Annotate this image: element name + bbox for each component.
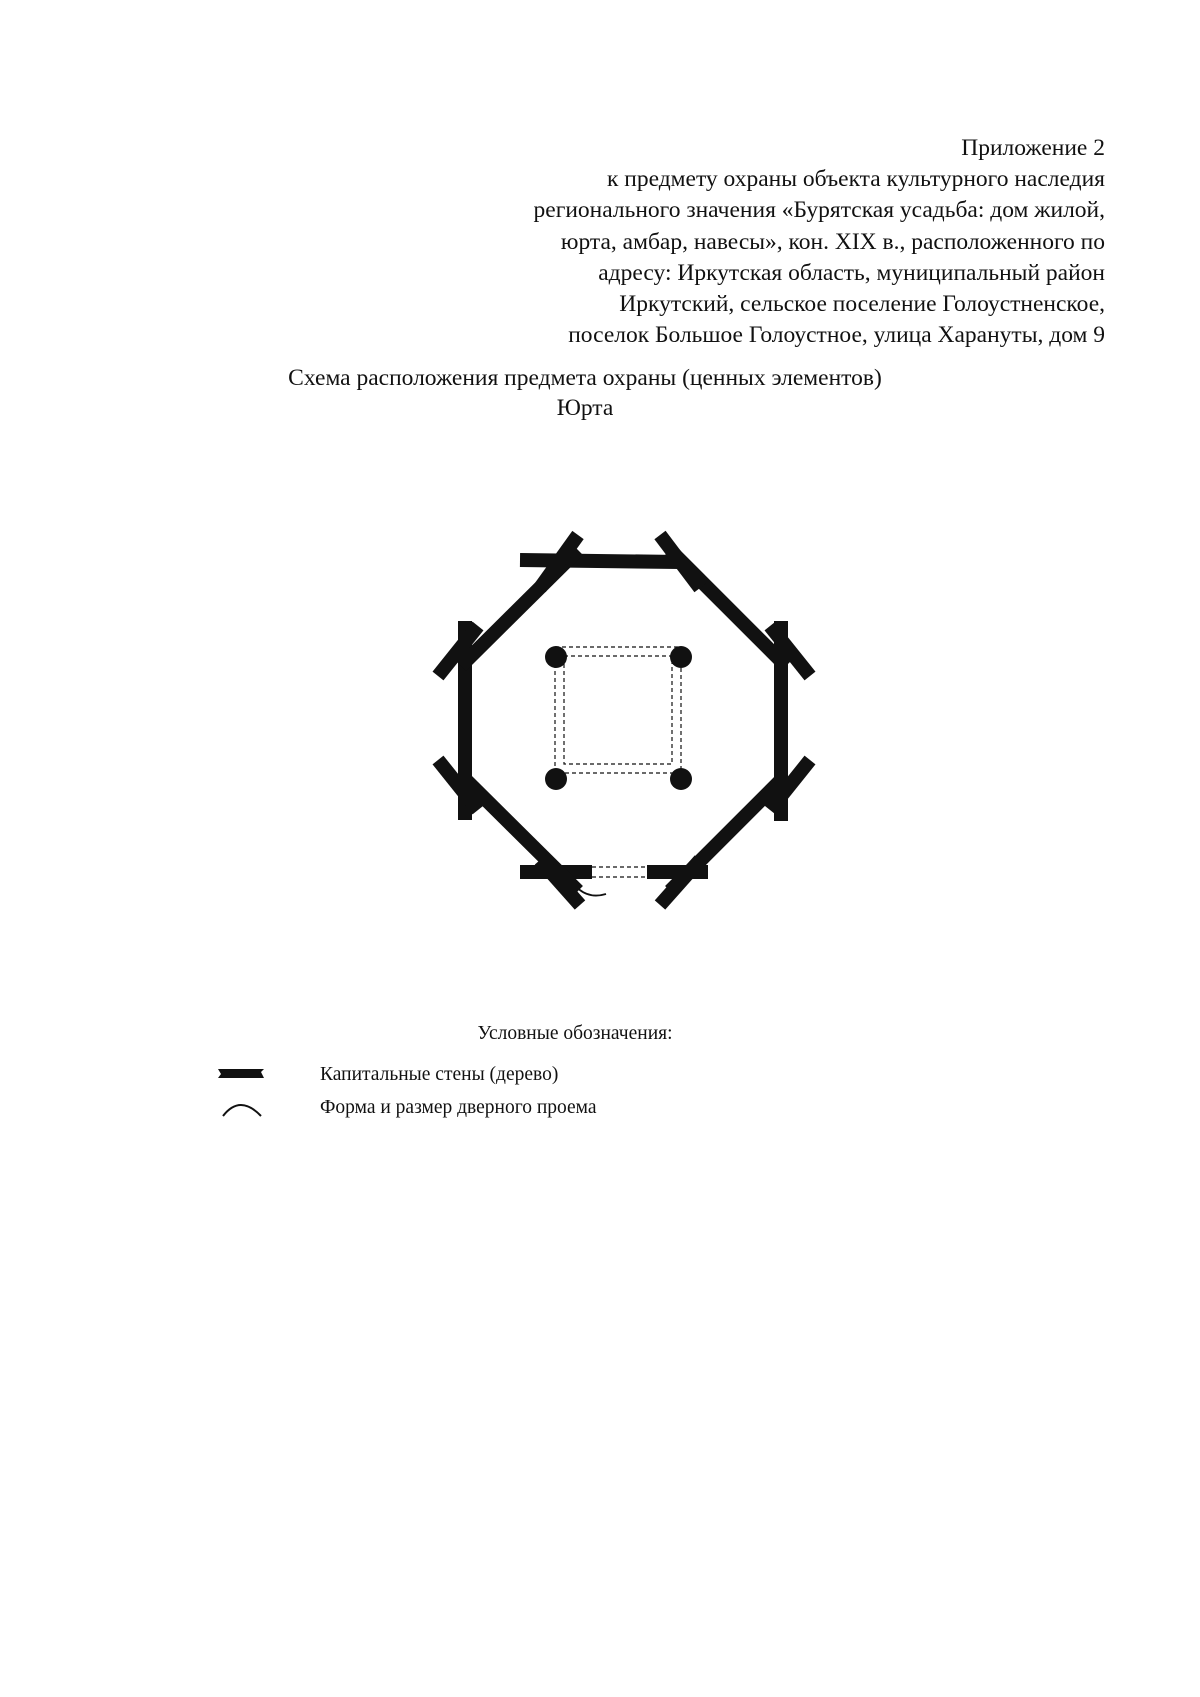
post-bottom-left xyxy=(545,768,567,790)
yurt-walls xyxy=(461,550,786,891)
scheme-object-name: Юрта xyxy=(556,395,614,421)
inner-dashed-square xyxy=(555,647,681,773)
scheme-title-main: Схема расположения предмета охраны (ценных элементов) xyxy=(288,365,882,391)
post-bottom-right xyxy=(670,768,692,790)
legend-item-door xyxy=(215,1092,915,1124)
appendix-description-line: поселок Большое Голоустное, улица Харануты, дом 9 xyxy=(568,322,1105,349)
post-top-right xyxy=(670,646,692,668)
post-top-left xyxy=(545,646,567,668)
appendix-description-line: регионального значения «Бурятская усадьба: дом жилой, xyxy=(533,197,1105,224)
dashed-square-outer xyxy=(555,647,681,773)
wall-top xyxy=(520,560,680,562)
appendix-description-line: к предмету охраны объекта культурного наследия xyxy=(606,166,1105,193)
door-arc-icon xyxy=(215,1092,267,1124)
posts xyxy=(545,646,692,790)
appendix-description-line: адресу: Иркутская область, муниципальный район xyxy=(598,259,1105,286)
legend-label-door: Форма и размер дверного проема xyxy=(320,1097,597,1118)
legend-heading: Условные обозначения: xyxy=(477,1023,673,1044)
legend-label-walls: Капитальные стены (дерево) xyxy=(320,1064,559,1085)
appendix-description-line: юрта, амбар, навесы», кон. XIX в., расположенного по xyxy=(560,228,1105,255)
appendix-description-line: Иркутский, сельское поселение Голоустненское, xyxy=(619,291,1105,318)
wall-icon xyxy=(215,1059,267,1091)
legend-item-walls xyxy=(215,1059,915,1091)
dashed-square-inner xyxy=(564,656,672,764)
appendix-number: Приложение 2 xyxy=(961,135,1105,161)
wall-corner-crossbars xyxy=(438,535,810,905)
